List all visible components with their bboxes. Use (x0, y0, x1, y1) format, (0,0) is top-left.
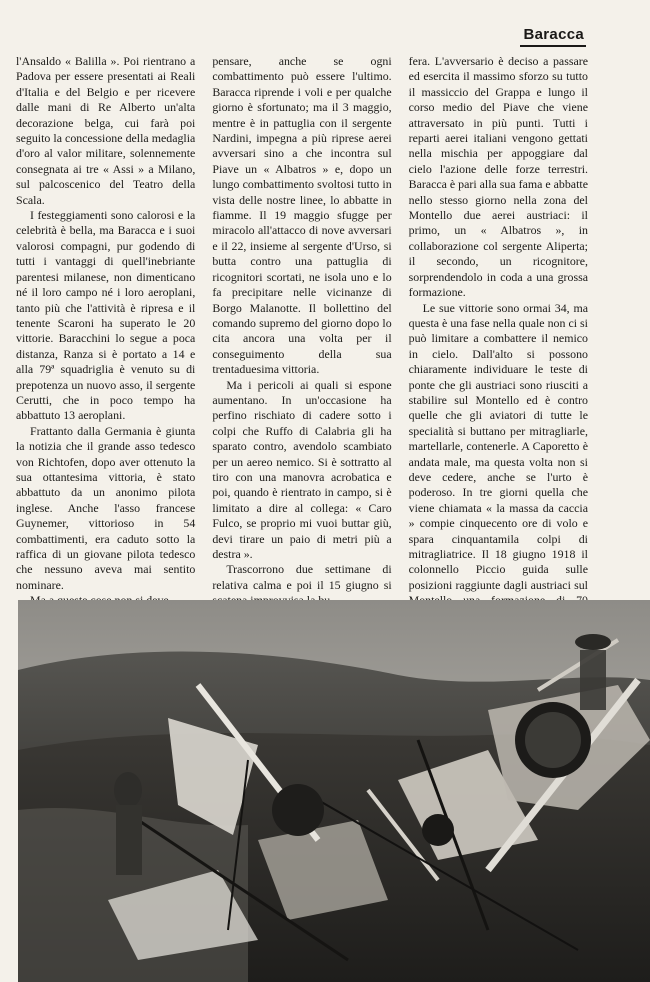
paragraph: fera. L'avversario è deciso a passare ed esercita il massimo sforzo su tutto il massiccio del Grappa e lungo il corso medio del Piave che viene attraversato in più punti. Tutti i reparti aerei italiani vengono gettati nella mischia per appoggiare dal cielo l'azione delle forze terrestri. Baracca è pari alla sua fama e abbatte nello stesso giorno nella zona del Montello due aerei austriaci: il primo, un « Albatros », in collaborazione col sergente Aliperta; il secondo, un ricognitore, sorprendendolo in coda a una grossa formazione. (408, 54, 588, 300)
aircraft-wreckage-photo (18, 600, 650, 982)
header-rule (520, 45, 586, 47)
paragraph: pensare, anche se ogni combattimento può essere l'ultimo. Baracca riprende i voli e per qualche giorno è sfortunato; ma il 3 maggio, mentre è in pattuglia con il sergente Nardini, impegna a più riprese aerei avversari sino a che incontra sul Piave un « Albatros » e, dopo un lungo combattimento svoltosi tutto in vista delle nostre linee, lo abbatte in fiamme. Il 19 maggio sfugge per miracolo all'attacco di nove avversari e il 22, insieme al sergente d'Urso, si butta contro una pattuglia di ricognitori scortati, ne isola uno e lo fa precipitare nelle vicinanze di Borgo Malanotte. Il bollettino del comando supremo del giorno dopo lo cita ancora una volta per il conseguimento della sua trentaduesima vittoria. (212, 54, 392, 377)
text-column-3 (408, 54, 588, 592)
text-column-2 (212, 54, 392, 592)
paragraph: I festeggiamenti sono calorosi e la celebrità è bella, ma Baracca e i suoi valorosi compagni, pur godendo di tutti i vantaggi di quell'inebriante parentesi milanese, non dimenticano né il loro campo né i loro aeroplani, tanto più che l'attività è ripresa e il tenente Scaroni ha superato le 20 vittorie. Baracchini lo segue a poca distanza, Ranza si è portato a 14 e alla 79ª squadriglia è venuto su di prepotenza un nuovo asso, il sergente Cerutti, che in poco tempo ha abbattuto 13 aeroplani. (16, 208, 196, 423)
section-title: Baracca (523, 26, 584, 43)
paragraph: Trascorrono due settimane di relativa calma e poi il 15 giugno si (212, 562, 392, 592)
paragraph: Frattanto dalla Germania è giunta la notizia che il grande asso tedesco von Richtofen, dopo aver ottenuto la sua ottantesima vittoria, è stato abbattuto da un anonimo pilota inglese. Anche l'asso francese Guynemer, vittorioso in 54 combattimenti, era caduto sotto la raffica di un giovane pilota tedesco che nessuno aveva mai sentito nominare. (16, 423, 196, 592)
photo-illustration (18, 600, 650, 982)
paragraph: Le sue vittorie sono ormai 34, ma questa è una fase nella quale non ci si può limitare a combattere il nemico in cielo. Dall'alto si possono chiaramente individuare le teste di ponte che gli austriaci sono riusciti a stabilire sul Montello ed è contro quelle che gli aviatori di tutte le specialità si buttano per mitragliarle, martellarle, contenerle. A Caporetto è andata male, ma questa volta non si deve cedere, anche se l'urto è poderoso. In tre giorni quella che viene chiamata « la massa da caccia » compie cinquecento ore di volo e spara cinquantamila colpi di mitragliatrice. Il 18 giugno 1918 il colonnello Piccio guida sulle posizioni raggiunte dagli austriaci sul (408, 300, 588, 592)
paragraph: l'Ansaldo « Balilla ». Poi rientrano a Padova per essere presentati ai Reali d'Italia e del Belgio e per ricevere dalle mani di Re Alberto un'alta decorazione belga, cui farà poi seguito la concessione della medaglia d'oro al valor militare, solennemente consegnata ai tre « Assi » a Milano, sul palcoscenico del Teatro della Scala. (16, 54, 196, 207)
article-body (16, 54, 588, 592)
paragraph: Ma i pericoli ai quali si espone aumentano. In un'occasione ha perfino rischiato di cadere sotto i colpi che Ruffo di Calabria gli ha sparato contro, avendolo scambiato per un aereo nemico. Si è sottratto al tiro con una manovra acrobatica e poi, quando è rientrato in campo, si è limitato a dire al collega: « Caro Fulco, se proprio mi vuoi buttar giù, devi tirare un paio di metri più a destra ». (212, 377, 392, 561)
text-column-1 (16, 54, 196, 592)
